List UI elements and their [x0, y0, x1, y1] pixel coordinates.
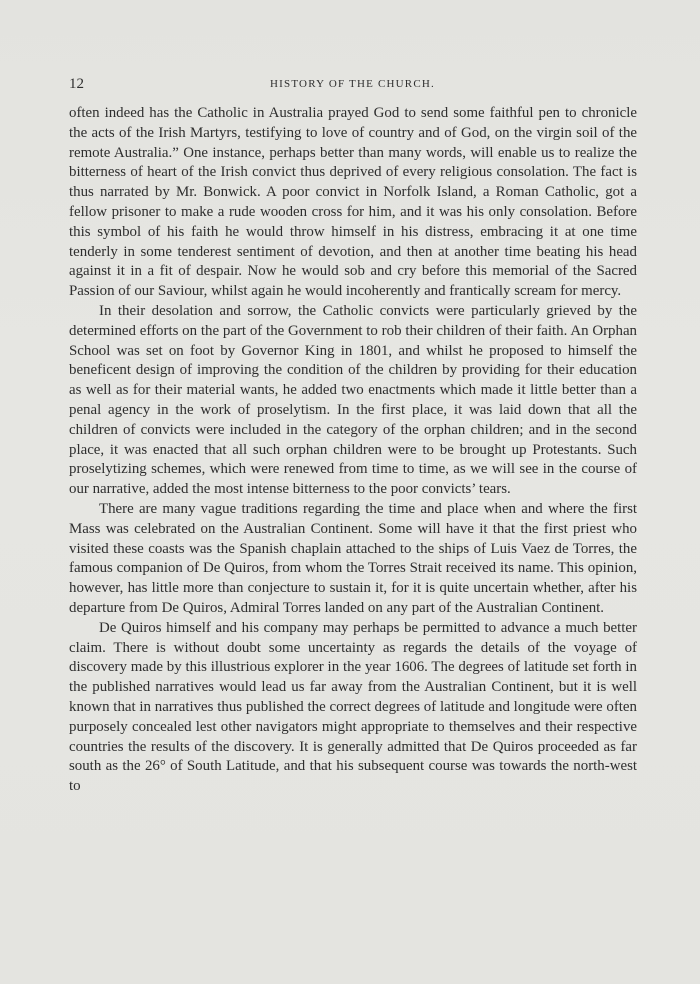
body-text	[69, 104, 637, 797]
paragraph: There are many vague traditions regarding the time and place when and where the first Mass was celebrated on the Australian Continent. Some will have it that the first priest who visited these coasts was the Spanish chaplain attached to the ships of Luis Vaez de Torres, the famous companion of De Quiros, from whom the Torres Strait received its name. This opinion, however, has little more than conjecture to sustain it, for it is quite uncertain whether, after his departure from De Quiros, Admiral Torres landed on any part of the Australian Continent.	[69, 500, 637, 616]
page-header	[69, 76, 636, 96]
paragraph: De Quiros himself and his company may perhaps be permitted to advance a much better claim. There is without doubt some uncertainty as regards the details of the voyage of discovery made by this illustrious explorer in the year 1606. The degrees of latitude set forth in the published narratives would lead us far away from the Australian Continent, but it is well known that in narratives thus published the correct degrees of latitude and longitude were often purposely concealed lest other navigators might appropriate to themselves and their respective countries the results of the discovery. It is generally admitted that De Quiros proceeded as far south as the 26° of South Latitude, and that his subsequent course was towards the north-west to	[69, 619, 637, 795]
page-number: 12	[69, 76, 84, 92]
running-head: HISTORY OF THE CHURCH.	[270, 78, 435, 90]
paragraph: often indeed has the Catholic in Australia prayed God to send some faithful pen to chronicle the acts of the Irish Martyrs, testifying to love of country and of God, on the virgin soil of the remote Australia.” One instance, perhaps better than many words, will enable us to realize the bitterness of heart of the Irish convict thus deprived of every religious consolation. The fact is thus narrated by Mr. Bonwick. A poor convict in Norfolk Island, a Roman Catholic, got a fellow prisoner to make a rude wooden cross for him, and it was his only consolation. Before this symbol of his faith he would throw himself in his distress, embracing it at one time tenderly in some tenderest sentiment of devotion, and then at another time beating his head against it in a fit of despair. Now he would sob and cry before this memorial of the Sacred Passion of our Saviour, whilst again he would incoherently and frantically scream for mercy.	[69, 105, 637, 300]
paragraph: In their desolation and sorrow, the Catholic convicts were particularly grieved by the determined efforts on the part of the Government to rob their children of their faith. An Orphan School was set on foot by Governor King in 1801, and whilst he proposed to himself the beneficent design of improving the condition of the children by providing for their education as well as for their material wants, he added two enactments which made it little better than a penal agency in the work of proselytism. In the first place, it was laid down that all the children of convicts were included in the category of the orphan children; and in the second place, it was enacted that all such orphan children were to be brought up Protestants. Such proselytizing schemes, which were renewed from time to time, as we will see in the course of our narrative, added the most intense bitterness to the poor convicts’ tears.	[69, 302, 637, 498]
